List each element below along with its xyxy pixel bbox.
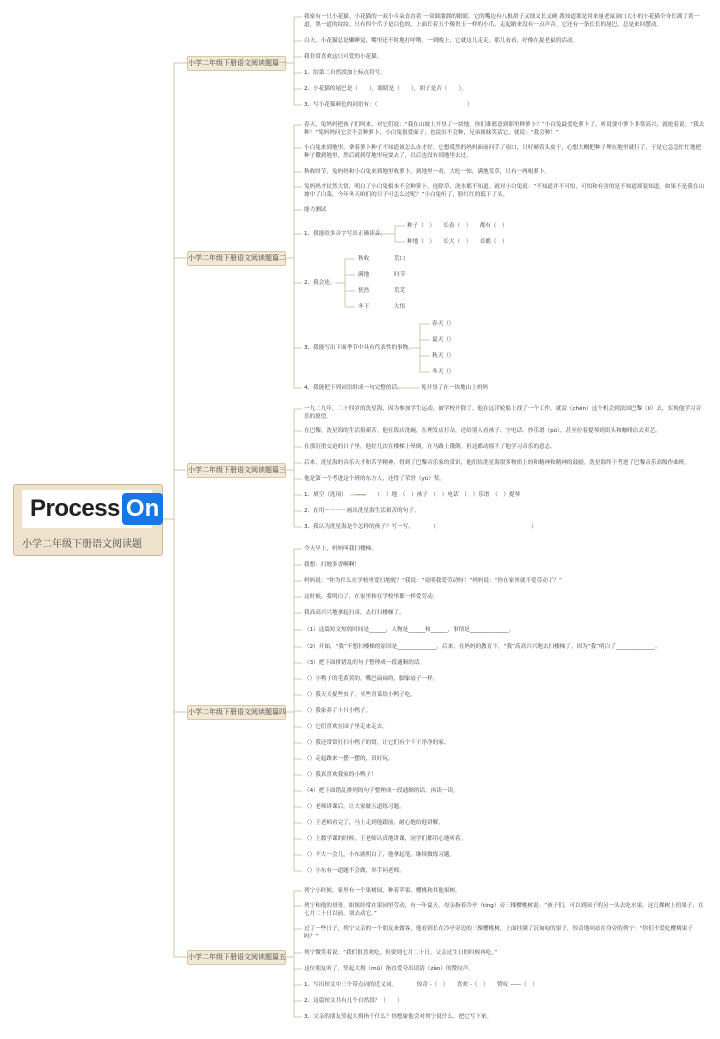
b4-leaf-10: （）我天天捉些虫子，买些青菜给小鸭子吃。	[304, 692, 416, 698]
b2-q2-left-3: 恍然	[358, 288, 370, 294]
b2-q4-answer: 免开垦了在一块地山上妈妈	[421, 385, 489, 391]
b5-leaf-5: 这位朋友听了，竖起大拇（mǔ）指直爱夸出请请（zàn）的赞叹声。	[304, 966, 474, 972]
b3-leaf-4: 后来，洗星海的音乐天才和苦学精神，得到了巴黎音乐家的赏识，他们给洗星海很多物质上的和精神和精神的鼓励。洗星海终于考进了巴黎音乐高级作曲班。	[304, 460, 690, 466]
b4-leaf-14: （）走起路来一摆一摆的，真好玩。	[304, 756, 394, 762]
root-title: 小学二年级下册语文阅读题	[22, 539, 142, 550]
b4-leaf-1: 今天早上，妈妈叫我扫楼梯。	[304, 546, 377, 552]
b4-leaf-15: （）我真喜欢我家的小鸭子！	[304, 772, 377, 778]
b2-leaf-3: 秋收时节，兔妈妈和小白兔来到地里收萝卜，到地里一看，大吃一惊，满地荒草，只有一两根萝卜。	[304, 169, 551, 175]
b1-leaf-1: 我家有一只小花猫。小花猫的一双小斗朵直直着 一双圆溜溜的眼睛。它的嘴边有八根胡子又细又长又硬 我知道那是用来量老鼠洞口大小的小花猫全身长满了黄一道、黑一道的纹纹。只有四个爪子是白色的，上面长着五个像贵玉一样的小爪，走起路来没有一点声音。它还有一条长长的尾巴，总是来回摆动。	[304, 14, 700, 28]
b3-leaf-1: 一九二九年，二十四岁的洗星海，因为参加学生运动，被学校开除了。他在远洋轮船上找了一个工作，就益（chén）这个机会到法国巴黎（lí）去，实现他学习音乐的愿望。	[304, 406, 702, 420]
b5-leaf-2: 列宁和他的哥哥，姐姐经常在果园里劳动，有一年夏天，母亲指着冷亭（tíng）旁三棵樱桃树说：“孩子们，可以到园子的另一头去吃水果，这几棵树上的果子，在七月二十日以前，别去动它。”	[304, 903, 704, 917]
b2-q1-row-2: 种地（ ） 长大（ ） 首都（ ）	[407, 239, 508, 245]
b4-leaf-6: （1）这篇短文短的时间是______，人物是______和______，事情是______________。	[304, 627, 515, 633]
processon-logo	[22, 490, 160, 528]
root-node[interactable]	[13, 484, 163, 556]
b4-leaf-16: （4）把下面错乱排列的句子整理成一段通顺的话，再读一读。	[304, 788, 459, 794]
b5-leaf-6: 1、写出短文中三个带点词的近义词。 惊奇 -（ ） 喜欢 -（ ） 赞叹 ——（ ）	[304, 982, 538, 988]
b2-q3-summer: 夏天（）	[432, 337, 455, 343]
b4-leaf-13: （）我还常常打扫小鸭子的窝，让它们有个干干净净的家。	[304, 740, 450, 746]
b2-q2-right-1: 荒口	[394, 256, 406, 262]
b4-leaf-5: 我高高兴兴地拿起扫帚，去打扫楼梯了。	[304, 610, 405, 616]
b2-q2-left-4: 冬下	[358, 304, 370, 310]
b1-leaf-6: 3、写小花猫颜色的词语有：（ ）	[304, 102, 473, 108]
branch-node-5[interactable]: 小学二年级下册语文阅读题篇五	[187, 950, 286, 965]
b1-leaf-3: 我非常喜欢这只可爱的小花猫。	[304, 54, 383, 60]
b3-leaf-7: 2、在用－－－－画出洗星海生活艰苦的句子。	[304, 508, 420, 514]
b5-leaf-3: 过了一些日子，列宁父亲的一个朋友来做客，他看到长在冷亭旁边的三棵樱桃树，上面挂满了沉甸甸的果子，惊奇地问站在身旁的列宁：“你们不爱吃樱桃果子吗？”	[304, 926, 693, 940]
b4-leaf-21: （）小东有一道题不会做，举手问老师。	[304, 868, 405, 874]
b4-leaf-12: （）它们喜欢在园子里走来走去。	[304, 724, 388, 730]
branch-node-3[interactable]: 小学二年级下册语文阅读题篇三	[187, 463, 286, 478]
b2-leaf-5: 能力测试	[304, 207, 327, 213]
b4-leaf-20: （）不大一会儿，小东就明白了，他拿起笔，继续做练习题。	[304, 852, 456, 858]
b2-q2-left-1: 秋收	[358, 256, 370, 262]
b2-leaf-1: 春天，兔妈妈把孩子们叫来，对它们说：“我在山坡上开垦了一块地，你们谁愿意到那里种萝卜？”小白兔最爱吃萝卜了，听说要中萝卜非常高兴，就抢着说：“我去种！”兔妈妈问它会不会种萝卜，小白兔很爱面子，也说出不会种，兄弟姐妹笑话它，就说：“我会种！”	[304, 122, 705, 136]
b2-leaf-4: 兔妈妈才仗然大悟，明白了小白兔根本不会种萝卜，连除草、浇水都不知道。就对小白兔说：“不知道并不可怕，可怕和有害的是不知道却装知道。如果不是我在山坡中了白菜，今年冬天咱们的日子可怎么过呢？”小白兔听了，脸红红的低下了头。	[304, 184, 705, 198]
b4-leaf-3: 妈妈说：“你为什么在学校里爱扫地呢？”我说：“说明我爱劳动呀！”妈妈说：“你在家里就不爱劳动了？”	[304, 578, 562, 584]
b2-q3-winter: 冬天（）	[432, 369, 455, 375]
b4-leaf-17: （）老师讲课后，让大家做五道练习题。	[304, 804, 405, 810]
b4-leaf-7: （2）开始，“我”不想扫楼梯的原因是______________，后来，在妈妈的教育下，“我”高高兴兴地去扫楼梯了，因为“我”明白了______________。	[304, 644, 661, 650]
b3-leaf-3: 在那沉重交迫的日子里，他好几次在楼梯上晕倒，在马路上饿倒。但这都动摇不了他学习音乐的意志。	[304, 444, 556, 450]
b4-leaf-2: 我想：扫地多香啊啊！	[304, 562, 360, 568]
branch-node-4[interactable]: 小学二年级下册语文阅读题篇四	[187, 705, 286, 720]
b2-q2-label: 2、我会连。	[304, 280, 336, 286]
b5-leaf-1: 列宁小时候，家里有一个果树园，种着苹果、樱桃和其他果树。	[304, 888, 461, 894]
branch-node-2[interactable]: 小学二年级下册语文阅读题篇二	[187, 251, 286, 266]
b4-leaf-18: （）王老师看完了，马上走到他跟前，耐心地给他讲解。	[304, 820, 444, 826]
b1-leaf-4: 1、给第二自然段加上标点符号。	[304, 70, 386, 76]
logo-on-badge: On	[122, 493, 163, 525]
b2-q2-left-2: 满地	[358, 272, 370, 278]
b4-leaf-8: （3）把下面排错乱的句子整理成一段通顺的话。	[304, 660, 426, 666]
b2-q2-right-2: 时节	[394, 272, 406, 278]
b2-q3-label: 3、我能写出下面季节中具有代表性的事物。	[304, 345, 414, 351]
b4-leaf-19: （）上数学课的时候，王老师认真地讲课，同学们都用心地听着。	[304, 836, 467, 842]
b2-q4-label: 4、我能把下列词语组成一句完整的话。	[304, 385, 403, 391]
b5-leaf-4: 列宁微笑着说：“我们很喜欢吃，但要到七月二十日，父亲过生日的时候再吃。”	[304, 950, 498, 956]
b2-q3-spring: 春天（）	[432, 321, 455, 327]
b2-leaf-2: 小白兔来到地里，拿着萝卜种子不知道该怎么办才好。它想哎然的妈妈面前问手了项口，只好硬着头皮干，心想大概把种子埋在地里就行了，于是它急急忙忙地把种子撒到地里，然后就到草地里玩耍去了，以后也没有到地里去过。	[304, 145, 702, 159]
b3-leaf-8: 3、我认为洗星海是个怎样的孩子？写一写。 （ ）	[304, 524, 537, 530]
b2-q2-right-3: 荒芜	[394, 288, 406, 294]
b4-leaf-11: （）我家养了十只小鸭子。	[304, 708, 372, 714]
b2-q2-right-4: 大悟	[394, 304, 406, 310]
b3-leaf-6: 1、填空（选项） —— （ ）地 （ ）孩子 （ ）电话 （ ）乐谱 （ ）提琴	[304, 492, 521, 498]
b2-q1-row-1: 种子（ ） 长春（ ） 都有（ ）	[407, 223, 508, 229]
b1-leaf-2: 白天，小花猫总是懒睡觉，嘴里还不时地打呼噜。一到晚上，它就这儿走走、那儿看看，好像在捉老鼠的活动。	[304, 38, 579, 44]
b2-q3-autumn: 秋天（）	[432, 353, 455, 359]
b1-leaf-5: 2、小花猫的尾巴是（ ），眼睛是（ ），胡子是否（ ）。	[304, 86, 467, 92]
b5-leaf-7: 2、这篇短文共有几个自然段？（ ）	[304, 998, 403, 1004]
b4-leaf-4: 这时候，我明白了，在家里和在学校里都一样爱劳动。	[304, 594, 439, 600]
b3-leaf-2: 在巴黎，洗星海的生活很艰苦。他在饭店洗碗，在理发店打杂，还给别人看孩子、守电话、抄乐谱（pǔ），甚至拉着提琴到街头和咖啡店去卖艺。	[304, 428, 661, 434]
branch-node-1[interactable]: 小学二年级下册语文阅读题篇一	[187, 56, 286, 71]
logo-word: Process	[30, 495, 120, 522]
b2-q1-label: 1、我能给多音字写出正确读音。	[304, 231, 386, 237]
b3-leaf-5: 他是第一个考进这个班的东方人，还得了荣誉（yù）奖。	[304, 476, 446, 482]
b5-leaf-8: 3、父亲的朋友竖起大拇指干什么？你想象他会对列宁说什么。把它写下来。	[304, 1014, 493, 1020]
b4-leaf-9: （）小鸭子的毛黄黄的，嘴巴扁扁的，脚象扇子一样。	[304, 676, 439, 682]
